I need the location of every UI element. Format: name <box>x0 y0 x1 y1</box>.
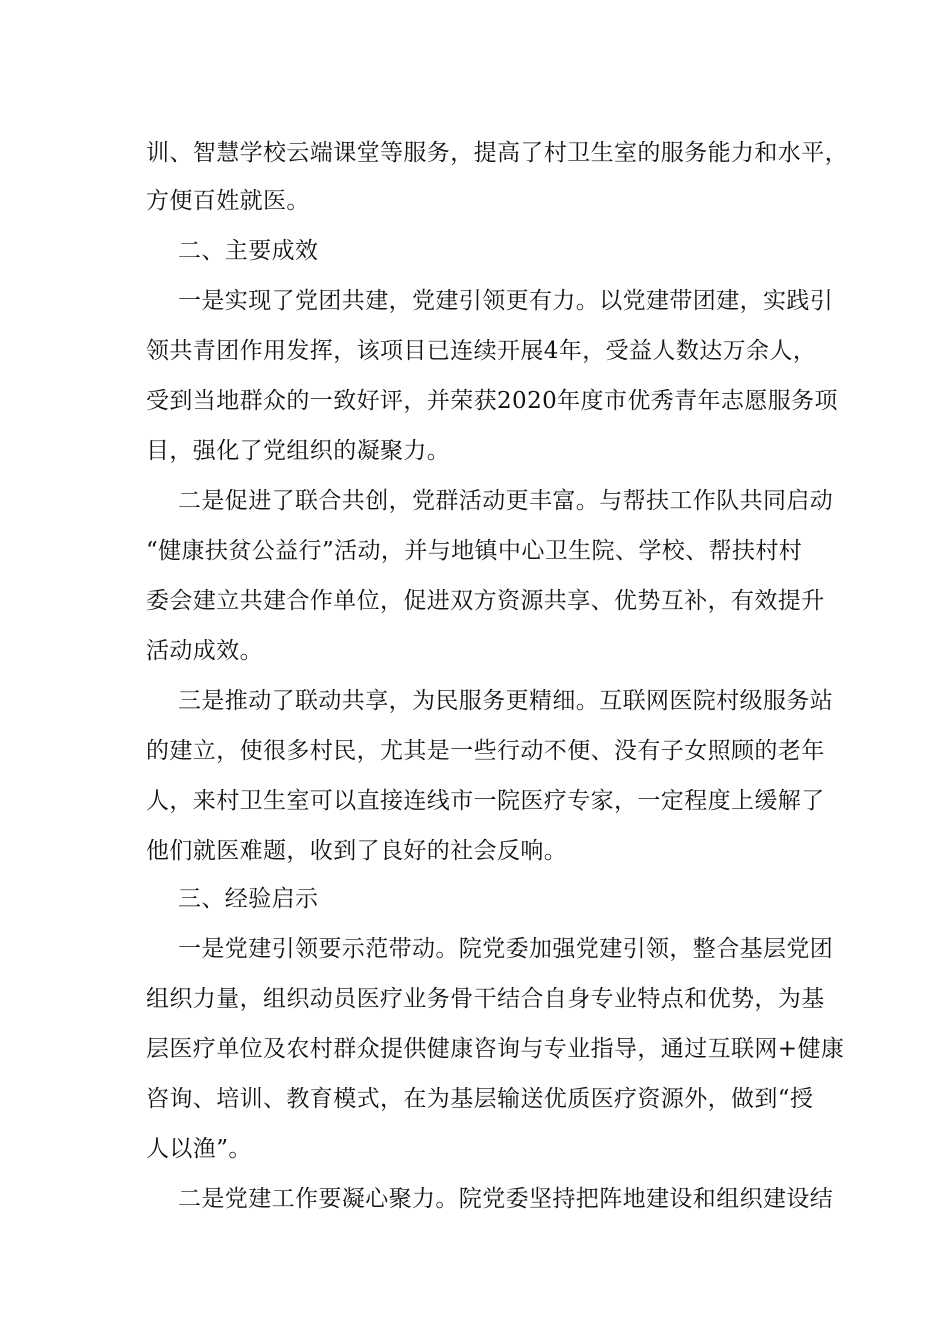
text-line: 方便百姓就医。 <box>146 188 310 214</box>
text-line: 委会建立共建合作单位，促进双方资源共享、优势互补，有效提升 <box>146 588 825 614</box>
text-line: 领共青团作用发挥，该项目已连续开展4年，受益人数达万余人， <box>146 338 817 364</box>
section-heading: 二、主要成效 <box>178 238 319 264</box>
text-line: 组织力量，组织动员医疗业务骨干结合自身专业特点和优势，为基 <box>146 986 825 1012</box>
text-line: 一是实现了党团共建，党建引领更有力。以党建带团建，实践引 <box>178 288 834 314</box>
text-line: 二是促进了联合共创，党群活动更丰富。与帮扶工作队共同启动 <box>178 488 834 514</box>
section-heading: 三、经验启示 <box>178 886 319 912</box>
text-line: 三是推动了联动共享，为民服务更精细。互联网医院村级服务站 <box>178 688 834 714</box>
text-line: 的建立，使很多村民，尤其是一些行动不便、没有子女照顾的老年 <box>146 738 825 764</box>
text-line: 目，强化了党组织的凝聚力。 <box>146 438 451 464</box>
text-line: 活动成效。 <box>146 638 263 664</box>
text-line: “健康扶贫公益行”活动，并与地镇中心卫生院、学校、帮扶村村 <box>146 538 803 564</box>
text-line: 一是党建引领要示范带动。院党委加强党建引领，整合基层党团 <box>178 936 834 962</box>
text-line: 咨询、培训、教育模式，在为基层输送优质医疗资源外，做到“授 <box>146 1086 814 1112</box>
text-line: 受到当地群众的一致好评，并荣获2020年度市优秀青年志愿服务项 <box>146 388 838 414</box>
text-line: 层医疗单位及农村群众提供健康咨询与专业指导，通过互联网+健康 <box>146 1036 845 1062</box>
text-line: 二是党建工作要凝心聚力。院党委坚持把阵地建设和组织建设结 <box>178 1186 834 1212</box>
text-line: 人，来村卫生室可以直接连线市一院医疗专家，一定程度上缓解了 <box>146 788 825 814</box>
text-line: 人以渔”。 <box>146 1136 252 1162</box>
text-line: 训、智慧学校云端课堂等服务，提高了村卫生室的服务能力和水平， <box>146 140 848 166</box>
text-line: 他们就医难题，收到了良好的社会反响。 <box>146 838 568 864</box>
